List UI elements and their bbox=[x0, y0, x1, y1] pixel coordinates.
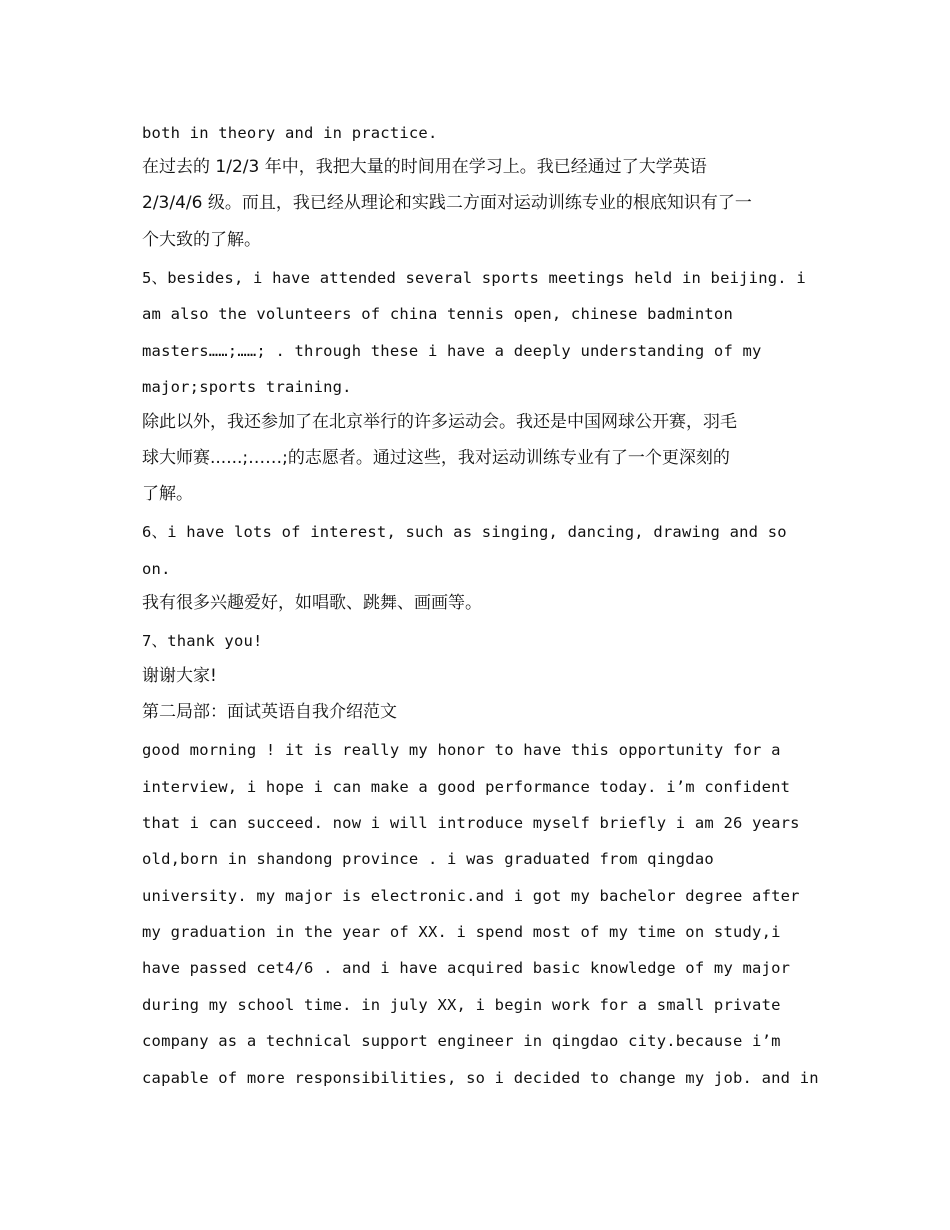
text-line: 5、besides, i have attended several sports meetings held in beijing. i bbox=[142, 269, 806, 287]
text-line: capable of more responsibilities, so i decided to change my job. and in bbox=[142, 1069, 819, 1087]
section-heading: 第二局部：面试英语自我介绍范文 bbox=[142, 702, 397, 722]
text-line: 球大师赛......;……;的志愿者。通过这些，我对运动训练专业有了一个更深刻的 bbox=[142, 448, 730, 468]
text-line: company as a technical support engineer in qingdao city.because i’m bbox=[142, 1032, 781, 1050]
text-line: both in theory and in practice. bbox=[142, 124, 438, 142]
text-line: interview, i hope i can make a good performance today. i’m confident bbox=[142, 778, 791, 796]
text-line: my graduation in the year of XX. i spend most of my time on study,i bbox=[142, 923, 781, 941]
text-line: 2/3/4/6 级。而且，我已经从理论和实践二方面对运动训练专业的根底知识有了一 bbox=[142, 193, 752, 213]
text-line: university. my major is electronic.and i got my bachelor degree after bbox=[142, 887, 800, 905]
text-line: masters……;……; . through these i have a deeply understanding of my bbox=[142, 342, 762, 360]
text-line: 在过去的 1/2/3 年中，我把大量的时间用在学习上。我已经通过了大学英语 bbox=[142, 157, 707, 177]
text-line: 7、thank you! bbox=[142, 632, 263, 650]
text-line: during my school time. in july XX, i begin work for a small private bbox=[142, 996, 781, 1014]
text-line: 我有很多兴趣爱好，如唱歌、跳舞、画画等。 bbox=[142, 593, 482, 613]
text-line: 了解。 bbox=[142, 484, 193, 504]
text-line: old,born in shandong province . i was graduated from qingdao bbox=[142, 850, 714, 868]
text-line: that i can succeed. now i will introduce myself briefly i am 26 years bbox=[142, 814, 800, 832]
text-line: on. bbox=[142, 560, 171, 578]
text-line: 个大致的了解。 bbox=[142, 230, 261, 250]
text-line: am also the volunteers of china tennis open, chinese badminton bbox=[142, 305, 733, 323]
text-line: have passed cet4/6 . and i have acquired basic knowledge of my major bbox=[142, 959, 791, 977]
text-line: 6、i have lots of interest, such as singing, dancing, drawing and so bbox=[142, 523, 787, 541]
text-line: 除此以外，我还参加了在北京举行的许多运动会。我还是中国网球公开赛，羽毛 bbox=[142, 412, 737, 432]
text-line: major;sports training. bbox=[142, 378, 352, 396]
text-line: good morning ! it is really my honor to have this opportunity for a bbox=[142, 741, 781, 759]
text-line: 谢谢大家! bbox=[142, 666, 217, 686]
